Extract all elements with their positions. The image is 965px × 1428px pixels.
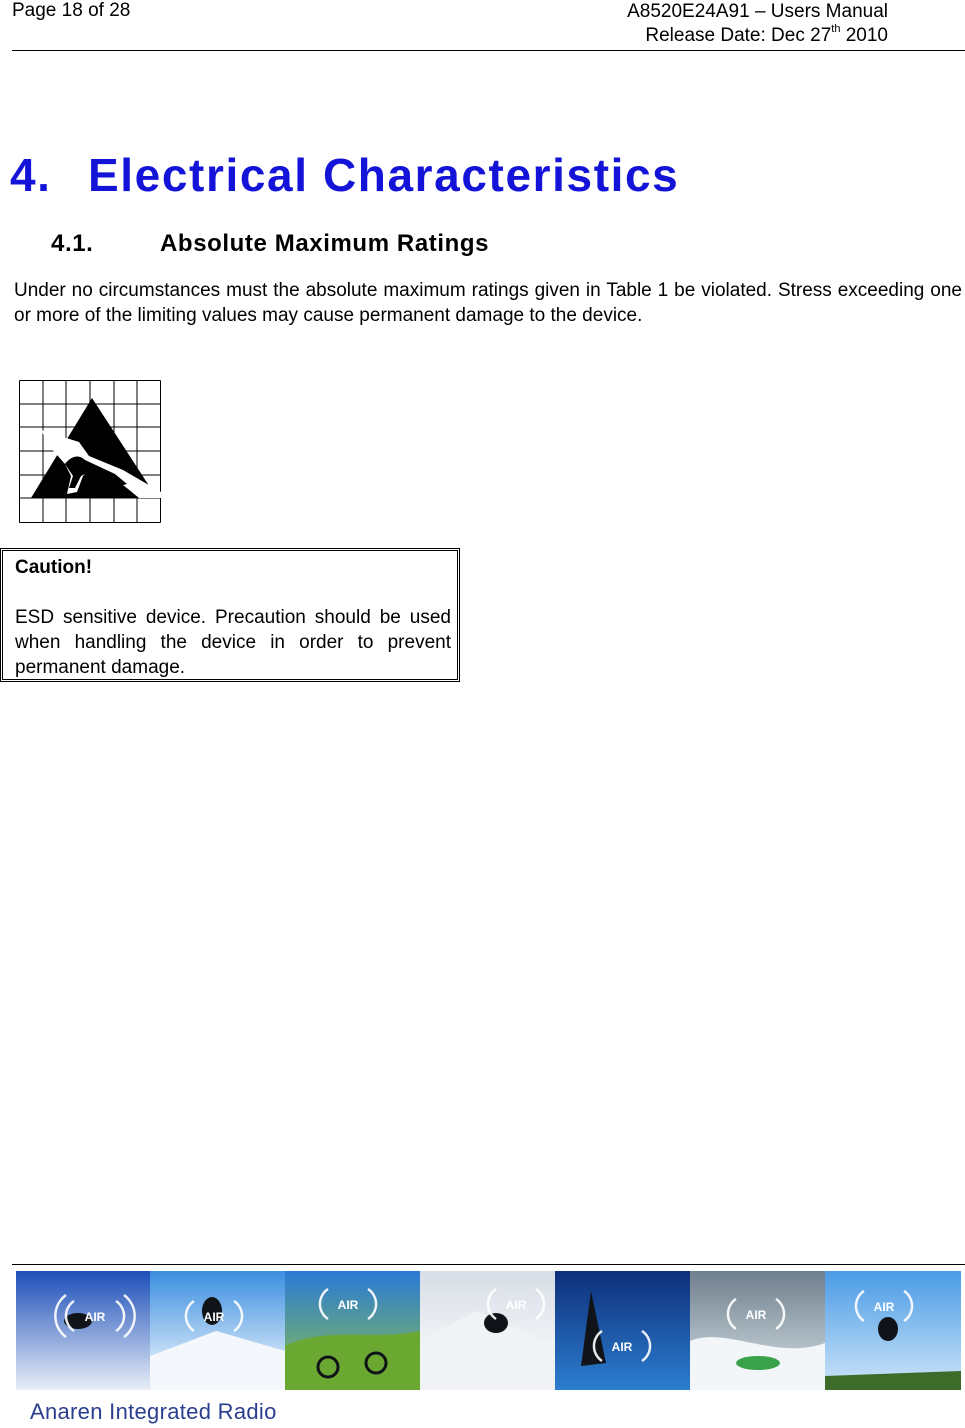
release-date xyxy=(627,24,888,48)
release-date-year: 2010 xyxy=(840,25,888,46)
release-date-ordinal: th xyxy=(831,23,841,35)
section-number: 4. xyxy=(10,149,52,201)
document-title: A8520E24A91 – Users Manual xyxy=(627,1,888,22)
section-heading xyxy=(10,146,679,204)
banner-label-3: AIR xyxy=(337,1298,359,1312)
caution-text: ESD sensitive device. Precaution should be used when handling the device in order to prevent permanent damage. xyxy=(15,607,451,678)
brand-logo-text: Anaren Integrated Radio xyxy=(30,1399,277,1424)
subsection-title: Absolute Maximum Ratings xyxy=(160,230,490,257)
caution-title: Caution! xyxy=(15,557,93,578)
page-number: Page 18 of 28 xyxy=(12,0,131,21)
banner-label-7: AIR xyxy=(873,1300,895,1314)
banner-label-6: AIR xyxy=(745,1308,767,1322)
esd-warning-icon xyxy=(19,380,161,523)
subsection-number: 4.1. xyxy=(51,230,94,257)
subsection-heading xyxy=(51,228,489,260)
banner-label-4: AIR xyxy=(505,1298,527,1312)
intro-paragraph: Under no circumstances must the absolute maximum ratings given in Table 1 be violated. Stress exceeding one or more of the limiting values may cause permanent damage to the device. xyxy=(14,280,962,326)
caution-box xyxy=(0,548,460,682)
footer-banner-image xyxy=(16,1271,961,1390)
document-header xyxy=(627,0,888,48)
footer-divider xyxy=(12,1264,965,1265)
release-date-prefix: Release Date: Dec 27 xyxy=(645,25,832,46)
header-divider xyxy=(12,50,965,51)
banner-label-5: AIR xyxy=(611,1340,633,1354)
banner-label-1: AIR xyxy=(84,1310,106,1324)
banner-label-2: AIR xyxy=(203,1310,225,1324)
section-title: Electrical Characteristics xyxy=(88,149,680,201)
